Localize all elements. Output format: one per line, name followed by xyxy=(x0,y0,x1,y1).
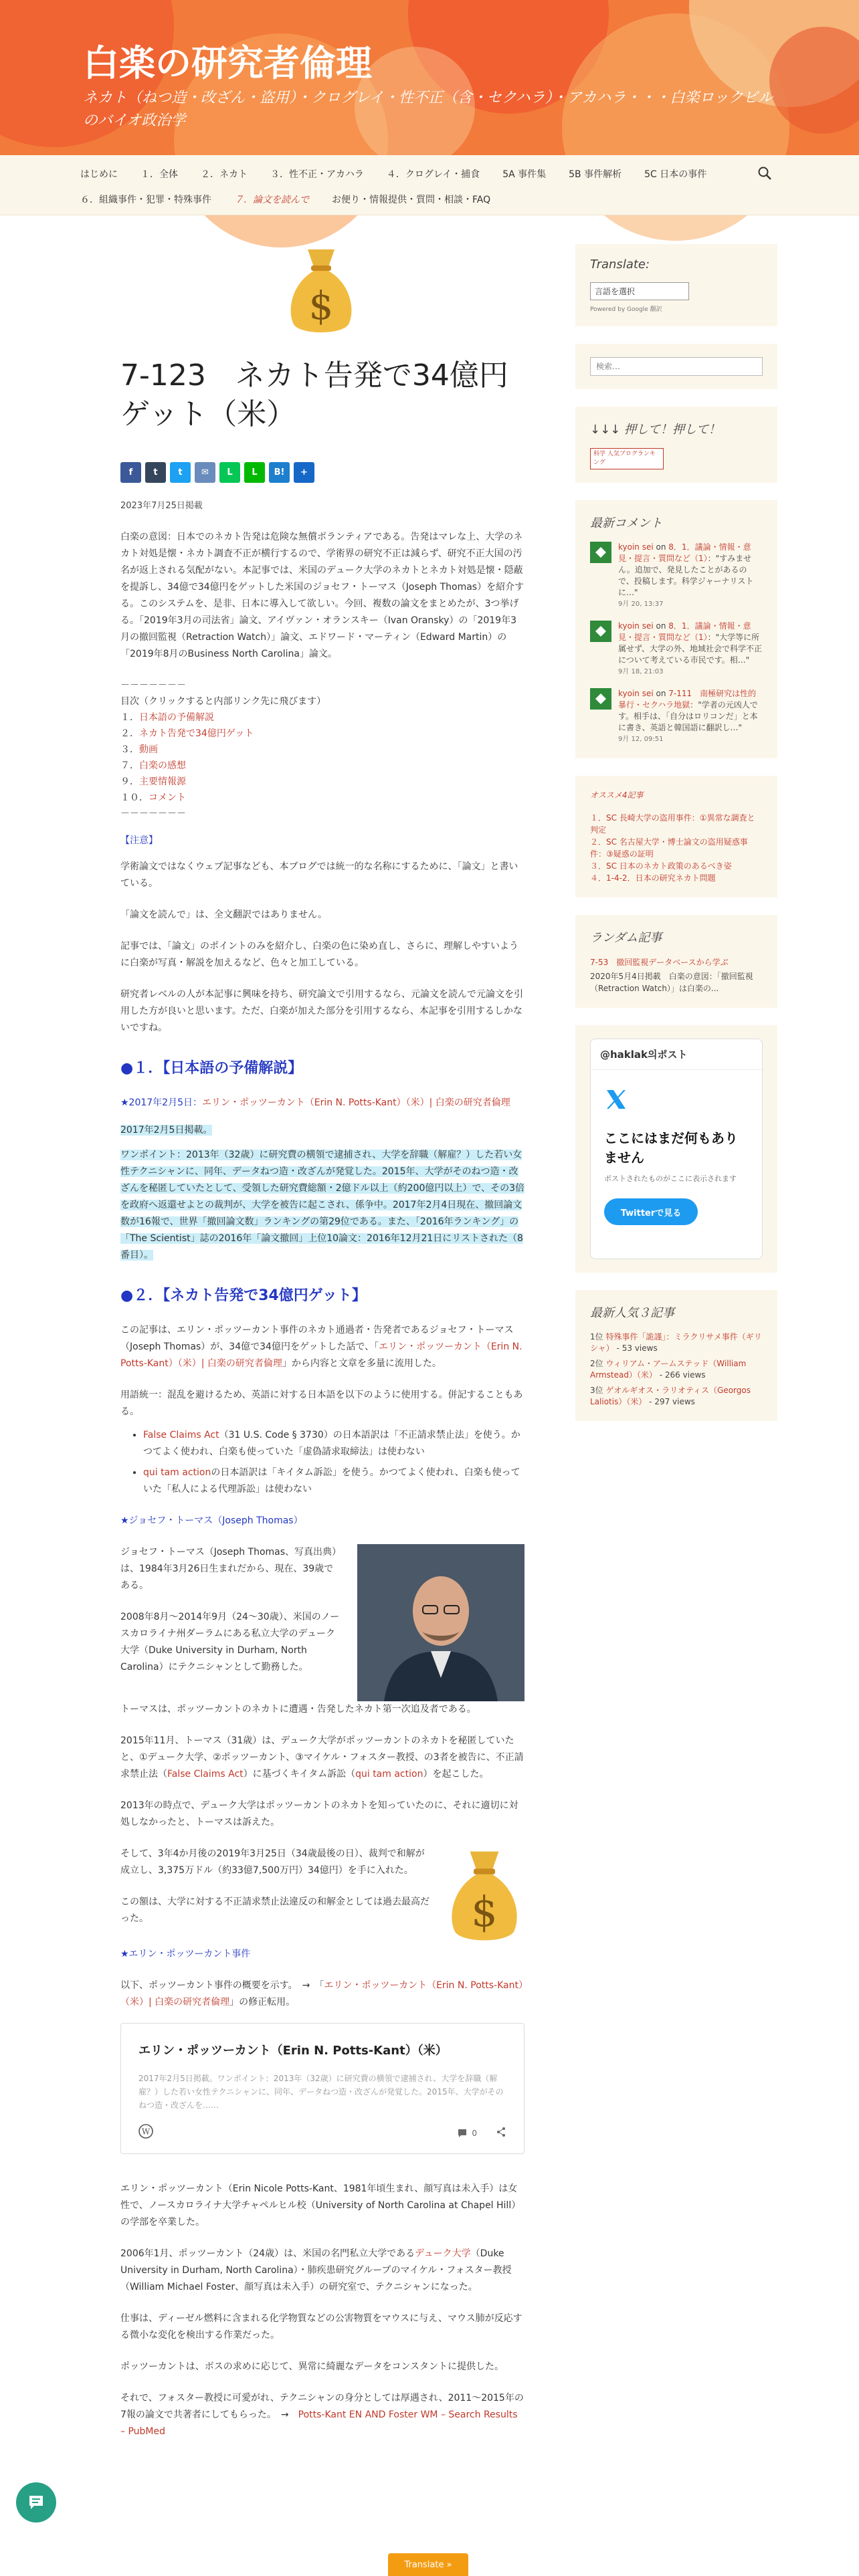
embed-card[interactable] xyxy=(120,2023,524,2154)
share-buttons xyxy=(120,462,524,483)
intro-paragraph: 白楽の意図：日本でのネカト告発は危険な無償ボランティアである。告発はマレな上、大学のネカト対処是懐・ネカト調査不正が横行するので、学術界の研究不正は減らず、研究不正大国の汚名が返上される気配がない。本記事では、米国のデューク大学のネカトとネカト対処是懐・隠蔽を提訴し、34億で34億円をゲットした米国のジョセフ・トーマス（Joseph Thomas）を紹介する。このシステムを、是非、日本に導入して欲しい。今回、複数の論文をまとめたが、3つ挙げる。「2019年3月の司法省」論文、アイヴァン・オランスキー（Ivan Oransky）の「2019年3月の撤回監視（Retraction Watch）」論文、エドワード・マーティン（Edward Martin）の「2019年8月のBusiness North Carolina」論文。 xyxy=(120,532,524,659)
term-link[interactable]: qui tam action xyxy=(143,1467,211,1478)
comment-post-link[interactable]: 7-111 南極研究は性的暴行・セクハラ地獄 xyxy=(618,689,757,710)
main-nav xyxy=(0,155,859,215)
line-share-button-2[interactable]: L xyxy=(244,462,265,483)
translate-powered: Powered by Google 翻訳 xyxy=(590,306,662,313)
widget-title: オススメ4記事 xyxy=(590,790,644,800)
reference-link[interactable]: エリン・ポッツーカント（Erin N. Potts-Kant）（米）| 白楽の研究者倫理 xyxy=(120,1980,523,2008)
widget-title: ランダム記事 xyxy=(590,931,662,945)
popular-item: 1位 特殊事件「詭謹」：ミラクリサメ事件（ギリシャ） - 53 views xyxy=(590,1332,762,1353)
note-paragraph: 研究者レベルの人が本記事に興味を持ち、研究論文で引用するなら、元論文を読んで元論文を引用した方が良いと思います。ただ、白楽が加えた部分を引用するなら、本記事を引用するしかないですね。 xyxy=(120,989,523,1033)
toc-link[interactable]: ネカト告発で34億円ゲット xyxy=(139,728,254,739)
twitter-timeline xyxy=(590,1039,763,1259)
post-content xyxy=(120,244,524,2455)
bio-paragraph: トーマスは、ポッツーカントのネカトに遭遇・告発したネカト第一次追及者である。 xyxy=(120,1704,476,1715)
pubmed-link[interactable]: Potts-Kant EN AND Foster WM – Search Results – PubMed xyxy=(120,2409,518,2437)
money-bag-icon xyxy=(284,244,358,338)
case-paragraph: 仕事は、ディーゼル燃料に含まれる化学物質などの公害物質をマウスに与え、マウス肺が反応する微小な変化を検出する作業だった。 xyxy=(120,2313,522,2341)
osusume-link[interactable]: ３．SC 日本のネカト政策のあるべき姿 xyxy=(590,861,732,871)
section-heading-2: ●２．【ネカト告発で34億円ゲット】 xyxy=(120,1287,367,1304)
widget-title: 最新コメント xyxy=(590,516,662,530)
case-paragraph: 2006年1月、ポッツーカント（24歳）は、米国の名門私立大学であるデューク大学（Duke University in Durham, North Carolina）・肺疾患研究グループのマイケル・フォスター教授（William Michael Foster、顔写真は未入手）の研究室で、テクニシャンになった。 xyxy=(120,2248,512,2292)
table-of-contents xyxy=(120,677,524,822)
joseph-thomas-photo xyxy=(357,1544,524,1701)
settlement-section xyxy=(120,1846,524,1946)
note-tag: 【注意】 xyxy=(120,835,158,846)
post-date: 2023年7月25日掲載 xyxy=(120,501,203,511)
popular-link[interactable]: ゲオルギオス・ラリオティス（Georgos Laliotis）（米） xyxy=(590,1386,751,1406)
random-excerpt: 2020年5月4日掲載 白楽の意図：「撤回監視（Retraction Watch）」は白楽の... xyxy=(590,972,753,993)
toc-link[interactable]: コメント xyxy=(149,792,186,803)
language-select[interactable]: 言語を選択 xyxy=(590,282,689,300)
osusume-link[interactable]: １．SC 長崎大学の盗用事件：①異常な調査と判定 xyxy=(590,813,755,835)
translate-footer-button[interactable]: Translate » xyxy=(388,2553,468,2576)
popular-link[interactable]: 特殊事件「詭謹」：ミラクリサメ事件（ギリシャ） xyxy=(590,1332,762,1353)
toc-rule: －－－－－－－ xyxy=(120,809,186,819)
nav-row-2 xyxy=(80,193,513,206)
svg-text:$: $ xyxy=(471,1887,498,1936)
osusume-link[interactable]: ２．SC 名古屋大学・博士論文の盗用疑惑事件：③疑惑の証明 xyxy=(590,837,748,859)
bio-paragraph: 2013年の時点で、デューク大学はポッツーカントのネカトを知っていたのに、それに適切に対処しなかったと、トーマスは訴えた。 xyxy=(120,1800,518,1828)
nav-item[interactable]: 5A 事件集 xyxy=(502,169,547,180)
sidebar xyxy=(575,244,777,1438)
commenter-avatar xyxy=(590,621,611,642)
twitter-handle[interactable]: @haklak의ポスト xyxy=(591,1039,762,1070)
toc-item: ９．主要情報源 xyxy=(120,776,186,787)
recent-comments-widget xyxy=(575,500,777,758)
search-icon[interactable] xyxy=(757,166,772,181)
toc-link[interactable]: 主要情報源 xyxy=(139,776,186,787)
author-section xyxy=(120,1544,524,1701)
posted-note: 2017年2月5日掲載。 xyxy=(120,1125,213,1136)
popular-item: 3位 ゲオルギオス・ラリオティス（Georgos Laliotis）（米） - 297 views xyxy=(590,1386,751,1406)
list-item: • qui tam actionの日本語訳は「キイタム訴訟」を使う。かつてよく使われ、白楽も使っていた「私人による代理訴訟」は使わない xyxy=(143,1465,524,1498)
term-link[interactable]: False Claims Act xyxy=(143,1430,219,1440)
translate-widget xyxy=(575,244,777,326)
toc-link[interactable]: 日本語の予備解説 xyxy=(139,712,214,723)
case-paragraph: それで、フォスター教授に可愛がれ、テクニシャンの身分としては厚遇され、2011～2015年の7報の論文で共著者にしてもらった。 → Potts-Kant EN AND Foster WM – Search Results – PubMed xyxy=(120,2393,524,2437)
toc-item: ３．動画 xyxy=(120,744,158,755)
nav-item[interactable]: ４．クログレイ・捕食 xyxy=(386,169,480,180)
wordpress-icon xyxy=(138,2124,153,2139)
subheading: ★エリン・ポッツーカント事件 xyxy=(120,1949,251,1959)
view-on-twitter-button[interactable]: Twitterで見る xyxy=(604,1198,698,1225)
commenter-avatar xyxy=(590,688,611,710)
onepoint-paragraph: ワンポイント：2013年（32歳）に研究費の横領で逮捕され、大学を辞職（解雇？）した若い女性テクニシャンに、同年、データねつ造・改ざんが発覚した。2015年、大学がそのねつ造・改ざんを秘匿していたとして、受領した研究費総額・2億ドル以上（約200億円以上）で、その3倍を政府へ返還せよとの裁判が、大学を被告に起こされ、係争中。2017年2月4日現在、撤回論文数が16報で、世界「撤回論文数」ランキングの第29位である。また、「2016年ランキング」の「The Scientist」誌の2016年「論文撤回」上位10論文：2016年12月21日にリストされた（8番目）。 xyxy=(120,1150,524,1261)
subheading: ★ジョセフ・トーマス（Joseph Thomas） xyxy=(120,1515,303,1526)
portrait-image xyxy=(357,1544,524,1701)
search-widget xyxy=(575,344,777,389)
reference-link[interactable]: エリン・ポッツーカント（Erin N. Potts-Kant）（米）| 白楽の研究者倫理 xyxy=(120,1341,522,1369)
commenter-avatar xyxy=(590,542,611,563)
toc-link[interactable]: 動画 xyxy=(139,744,158,755)
svg-text:W: W xyxy=(141,2127,151,2137)
card-excerpt: 2017年2月5日掲載。ワンポイント：2013年（32歳）に研究費の横領で逮捕され、大学を辞職（解雇？）した若い女性テクニシャンに、同年、データねつ造・改ざんが発覚した。2015年、大学がそのねつ造・改ざんを…… xyxy=(138,2074,504,2110)
reference-link[interactable]: エリン・ポッツーカント（Erin N. Potts-Kant）（米）| 白楽の研究者倫理 xyxy=(202,1097,510,1108)
commenter-link[interactable]: kyoin sei xyxy=(618,542,654,552)
toc-item: １．日本語の予備解説 xyxy=(120,712,214,723)
osusume-widget xyxy=(575,776,777,897)
comment-count[interactable]: 0 xyxy=(457,2128,477,2139)
popular-link[interactable]: ウィリアム・アームステッド（William Armstead）（米） xyxy=(590,1359,747,1380)
post-title: 7-123 ネカト告発で34億円ゲット（米） xyxy=(120,358,508,431)
nav-item[interactable]: お便り・情報提供・質問・相談・FAQ xyxy=(332,195,491,205)
nav-item[interactable]: ２．ネカト xyxy=(201,169,248,180)
list-item: • False Claims Act（31 U.S. Code § 3730）の日本語訳は「不正請求禁止法」を使う。かつてよく使われ、白楽も使っていた「虚偽請求取締法」は使わない xyxy=(143,1427,524,1461)
comment-post-link[interactable]: 8．1．議論・情報・意見・提言・質問など（1） xyxy=(618,542,751,563)
facebook-share-button[interactable]: f xyxy=(120,462,141,483)
site-header xyxy=(0,0,859,155)
email-share-button[interactable]: ✉ xyxy=(195,462,215,483)
x-logo-icon xyxy=(604,1087,628,1111)
bio-paragraph: この額は、大学に対する不正請求禁止法違反の和解金としては過去最高だった。 xyxy=(120,1897,430,1924)
money-bag-icon xyxy=(444,1846,524,1946)
popular-item: 2位 ウィリアム・アームステッド（William Armstead）（米） - 266 views xyxy=(590,1359,747,1380)
twitter-empty-sub: ポストされたものがここに表示されます xyxy=(604,1174,737,1183)
toc-item: １０．コメント xyxy=(120,792,186,803)
share-icon[interactable] xyxy=(496,2127,506,2137)
search-input[interactable] xyxy=(590,357,763,376)
toc-item: ２．ネカト告発で34億円ゲット xyxy=(120,728,254,739)
terms-list xyxy=(143,1427,524,1498)
random-link[interactable]: 7-53 撤回監視データベースから学ぶ xyxy=(590,958,729,967)
bio-paragraph: ジョセフ・トーマス（Joseph Thomas、写真出典）は、1984年3月26日生まれだから、現在、39歳である。 xyxy=(120,1547,342,1591)
section-paragraph: この記事は、エリン・ポッツーカント事件のネカト通過者・告発者であるジョセフ・トーマス（Joseph Thomas）が、34億で34億円をゲットした話で、「エリン・ポッツーカント（Erin N. Potts-Kant）（米）| 白楽の研究者倫理」から内容と文章を多量に流用した。 xyxy=(120,1325,522,1369)
case-paragraph: エリン・ポッツーカント（Erin Nicole Potts-Kant、1981年頃生まれ、顔写真は未入手）は女性で、ノースカロライナ大学チャペルヒル校（University of North Carolina at Chapel Hill）の学部を卒業した。 xyxy=(120,2183,521,2228)
tumblr-share-button[interactable]: t xyxy=(145,462,166,483)
nav-item[interactable]: 5B 事件解析 xyxy=(569,169,622,180)
more-share-button[interactable]: + xyxy=(294,462,314,483)
nav-row-1 xyxy=(80,167,729,181)
section-paragraph: 以下、ポッツーカント事件の概要を示す。 → 「エリン・ポッツーカント（Erin N. Potts-Kant）（米）| 白楽の研究者倫理」の修正転用。 xyxy=(120,1980,523,2008)
term-link[interactable]: qui tam action xyxy=(355,1769,423,1780)
comment-item: kyoin sei on 7-111 南極研究は性的暴行・セクハラ地獄："学者の元凶人です。相手は、「自分はロリコンだ」と本に書き、英語と韓国語に翻訳し…" 9月 12, 09:51 xyxy=(590,688,763,745)
case-paragraph: ポッツーカントは、ボスの求めに応じて、異常に綺麗なデータをコンスタントに提供した。 xyxy=(120,2361,504,2372)
ranking-badge[interactable]: 科学 人気ブログランキング xyxy=(590,448,664,469)
toc-title: 目次（クリックすると内部リンク先に飛びます） xyxy=(120,696,326,707)
twitter-empty-message: ここにはまだ何もありません xyxy=(604,1130,738,1166)
widget-title: Translate: xyxy=(590,257,650,272)
comment-post-link[interactable]: 8．1．議論・情報・意見・提言・質問など（1） xyxy=(618,621,751,642)
nav-item[interactable]: はじめに xyxy=(80,169,118,180)
nav-item[interactable]: ３．性不正・アカハラ xyxy=(270,169,364,180)
comment-icon xyxy=(457,2128,468,2139)
line-share-button[interactable]: L xyxy=(219,462,240,483)
note-paragraph: 学術論文ではなくウェブ記事なども、本ブログでは統一的な名称にするために、「論文」と書いている。 xyxy=(120,861,518,889)
site-description: ネカト（ねつ造・改ざん・盗用）・クログレイ・性不正（含・セクハラ）・アカハラ・・・白楽ロックビルのバイオ政治学 xyxy=(83,90,773,129)
note-paragraph: 記事では、「論文」のポイントのみを紹介し、白楽の色に染め直し、さらに、理解しやすいように白楽が写真・解説を加えるなど、色々と加工している。 xyxy=(120,941,518,968)
nav-item[interactable]: ６．組織事件・犯罪・特殊事件 xyxy=(80,195,211,205)
nav-item-current[interactable]: ７．論文を読んで xyxy=(234,195,309,205)
osusume-link[interactable]: ４．1‐4‐2．日本の研究ネカト問題 xyxy=(590,873,716,883)
nav-item[interactable]: １．全体 xyxy=(140,169,178,180)
university-link[interactable]: デューク大学 xyxy=(415,2248,471,2259)
card-title[interactable]: エリン・ポッツーカント（Erin N. Potts-Kant）（米） xyxy=(138,2044,448,2058)
svg-text:$: $ xyxy=(308,283,334,328)
twitter-widget xyxy=(575,1025,777,1273)
comment-item: kyoin sei on 8．1．議論・情報・意見・提言・質問など（1）："すみません。追加で、発見したことがあるので、投稿します。科学ジャーナリストに…" 9月 20, 13:37 xyxy=(590,542,763,610)
chat-icon xyxy=(27,2493,45,2512)
widget-title: ↓↓↓ 押して！押して！ xyxy=(590,423,721,437)
terms-paragraph: 用語統一：混乱を避けるため、英語に対する日本語を以下のように使用する。併記することもある。 xyxy=(120,1390,523,1417)
toc-rule: －－－－－－－ xyxy=(120,680,186,691)
random-widget xyxy=(575,915,777,1008)
hatena-share-button[interactable]: B! xyxy=(269,462,290,483)
ranking-widget xyxy=(575,407,777,483)
commenter-link[interactable]: kyoin sei xyxy=(618,621,654,631)
bio-paragraph: そして、3年4か月後の2019年3月25日（34歳最後の日）、裁判で和解が成立し、3,375万ドル（約33億7,500万円）34億円）を手に入れた。 xyxy=(120,1848,425,1876)
comment-item: kyoin sei on 8．1．議論・情報・意見・提言・質問など（1）："大学等に所属せず、大学の外、地域社会で科学不正について考えている市民です。相…" 9月 18, 21:03 xyxy=(590,621,763,677)
site-title[interactable]: 白楽の研究者倫理 xyxy=(83,41,372,84)
widget-title: 最新人気３記事 xyxy=(590,1306,674,1320)
section-heading-1: ●１．【日本語の予備解説】 xyxy=(120,1060,303,1077)
nav-item[interactable]: 5C 日本の事件 xyxy=(644,169,707,180)
toc-link[interactable]: 白楽の感想 xyxy=(139,760,186,771)
chat-button[interactable] xyxy=(16,2482,56,2523)
twitter-share-button[interactable]: t xyxy=(170,462,191,483)
commenter-link[interactable]: kyoin sei xyxy=(618,689,654,698)
bio-paragraph: 2015年11月、トーマス（31歳）は、デューク大学がポッツーカントのネカトを秘匿していたと、①デューク大学、②ポッツーカント、③マイケル・フォスター教授、の3者を被告に、不正請求禁止法（False Claims Act）に基づくキイタム訴訟（qui tam action）を起こした。 xyxy=(120,1735,524,1780)
note-paragraph: 「論文を読んで」は、全文翻訳ではありません。 xyxy=(120,909,327,920)
popular-widget xyxy=(575,1290,777,1421)
bio-paragraph: 2008年8月～2014年9月（24～30歳）、米国のノースカロライナ州ダーラムにある私立大学のデューク大学（Duke University in Durham, North Carolina）にテクニシャンとして勤務した。 xyxy=(120,1612,340,1673)
toc-item: ７．白楽の感想 xyxy=(120,760,186,771)
reference-line: ★2017年2月5日：エリン・ポッツーカント（Erin N. Potts-Kant）（米）| 白楽の研究者倫理 xyxy=(120,1097,510,1108)
term-link[interactable]: False Claims Act xyxy=(167,1769,244,1780)
